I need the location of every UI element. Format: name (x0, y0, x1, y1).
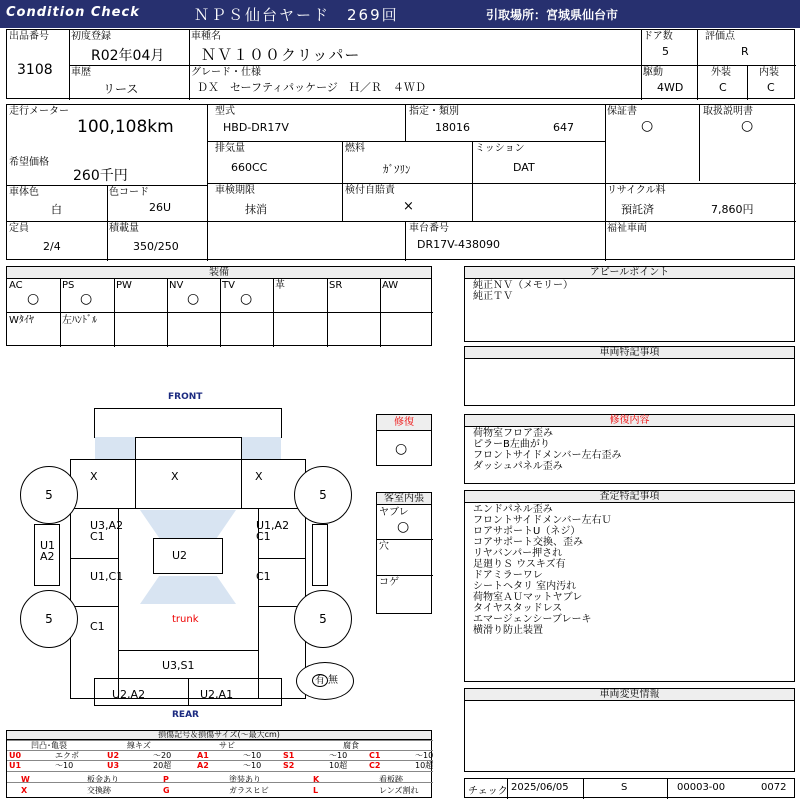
inspection-note-line: 足廻りＳ ウスキズ有 (473, 559, 566, 570)
cabin-item-label: コゲ (379, 577, 399, 588)
legend-code: C2 (369, 761, 381, 770)
color-code-label: 色コード (109, 187, 149, 198)
car-name-value: ＮＶ１００クリッパー (201, 46, 361, 64)
color-code-value: 26U (149, 201, 172, 214)
transmission-value: DAT (513, 161, 535, 174)
mileage-label: 走行メーター (9, 106, 69, 117)
doors-value: 5 (662, 45, 669, 58)
equipment-table (6, 266, 432, 346)
load-label: 積載量 (109, 223, 139, 234)
check-code2: 0072 (761, 782, 787, 793)
cabin-item-mark: ○ (397, 519, 410, 535)
legend-desc: 10超 (415, 761, 434, 770)
legend-desc: 〜10 (55, 761, 74, 770)
appeal-line: 純正ＮＶ（メモリー） (473, 280, 573, 291)
brand-title: Condition Check (6, 5, 140, 20)
equipment-label: NV (169, 280, 184, 291)
load-value: 350/250 (133, 240, 179, 253)
damage-door-fl: U3,A2 C1 (90, 519, 124, 543)
fuel-value: ｶﾞｿﾘﾝ (383, 163, 411, 176)
drive-label: 駆動 (643, 67, 663, 78)
warranty-mark: ○ (641, 118, 654, 134)
repair-box (376, 414, 432, 466)
desired-price-label: 希望価格 (9, 157, 49, 168)
spare-tire (296, 662, 354, 700)
manual-mark: ○ (741, 118, 754, 134)
interior-value: C (767, 81, 775, 94)
equipment-label: TV (222, 280, 235, 291)
legend-desc: エクボ (55, 751, 79, 760)
trunk-label: trunk (172, 614, 199, 625)
tire-front-right: 5 (294, 466, 352, 524)
tax-value: × (403, 199, 414, 214)
legend-code: C1 (369, 751, 381, 760)
repair-line: フロントサイドメンバー左右歪み (473, 450, 622, 461)
legend-code: X (21, 786, 28, 795)
model-label: 型式 (215, 106, 235, 117)
legend-desc: レンズ割れ (379, 786, 419, 795)
cabin-title: 客室内張 (377, 493, 431, 505)
legend-code: L (313, 786, 319, 795)
equipment-label: AW (382, 280, 399, 291)
changes-box (464, 688, 795, 772)
legend-title: 損傷記号＆損傷サイズ(〜最大cm) (7, 731, 431, 740)
inspection-notes-title: 査定特記事項 (465, 491, 794, 503)
legend-code: S1 (283, 751, 295, 760)
legend-desc: 〜10 (329, 751, 348, 760)
inspection-note-line: エマージェンシーブレーキ (473, 614, 592, 625)
damage-hood-right: X (255, 470, 263, 483)
legend-desc: 〜20 (153, 751, 172, 760)
legend-heading: サビ (219, 741, 235, 750)
equipment-label: PS (62, 280, 75, 291)
legend-desc: 20超 (153, 761, 172, 770)
inspection-note-line: 横滑り防止装置 (473, 625, 543, 636)
tire-rear-right: 5 (294, 590, 352, 648)
tax-label: 検付自賠責 (345, 185, 395, 196)
mileage-value: 100,108km (77, 117, 174, 137)
fuel-label: 燃料 (345, 143, 365, 154)
legend-code: U1 (9, 761, 22, 770)
legend-code: U0 (9, 751, 22, 760)
changes-title: 車両変更情報 (465, 689, 794, 701)
front-bumper (94, 408, 282, 438)
damage-rear-left: C1 (90, 620, 105, 633)
repair-line: ダッシュパネル歪み (473, 461, 563, 472)
desired-price-value: 260千円 (73, 168, 128, 184)
legend-desc: 板金あり (87, 775, 119, 784)
chassis-value: DR17V-438090 (417, 238, 500, 251)
car-diagram (0, 380, 370, 725)
exterior-label: 外装 (711, 67, 731, 78)
legend-code: K (313, 775, 320, 784)
damage-tail: U3,S1 (162, 659, 195, 672)
inspection-note-line: ロアサポートU（ネジ） (473, 526, 581, 537)
front-label: FRONT (168, 392, 203, 402)
chassis-label: 車台番号 (409, 223, 449, 234)
first-reg-value: R02年04月 (91, 48, 165, 64)
repair-content-box (464, 414, 795, 484)
rear-label: REAR (172, 710, 199, 720)
rating-label: 評価点 (705, 31, 735, 42)
damage-bumper-right: U2,A1 (200, 688, 234, 701)
inspection-note-line: リヤバンパー押され (473, 548, 563, 559)
recycle-fee: 7,860円 (711, 203, 754, 216)
legend-desc: 交換跡 (87, 786, 111, 795)
recycle-status: 預託済 (621, 203, 654, 216)
equipment-mark: ○ (27, 291, 40, 307)
cabin-item-label: 穴 (379, 541, 389, 552)
body-color-value: 白 (51, 203, 62, 216)
displacement-label: 排気量 (215, 143, 245, 154)
damage-hood-center: X (171, 470, 179, 483)
class-value: 647 (553, 121, 574, 134)
damage-door-fr: U1,A2 C1 (256, 519, 290, 543)
equipment-title: 装備 (7, 267, 431, 279)
inspection-value: 抹消 (245, 203, 267, 216)
inspection-note-line: エンドパネル歪み (473, 504, 553, 515)
special-title: 車両特記事項 (465, 347, 794, 359)
appeal-box (464, 266, 795, 342)
legend-heading: 凹凸･亀裂 (31, 741, 67, 750)
damage-side-left: U1 A2 (40, 539, 56, 563)
equipment-mark: ○ (187, 291, 200, 307)
legend-desc: ガラスヒビ (229, 786, 269, 795)
equipment-mark: ○ (80, 291, 93, 307)
lot-number: 3108 (17, 62, 53, 78)
legend-desc: 〜10 (415, 751, 434, 760)
spare-none: 無 (328, 675, 338, 686)
equipment-label: PW (116, 280, 132, 291)
inspection-notes-box (464, 490, 795, 682)
damage-door-rr: C1 (256, 570, 271, 583)
inspection-label: 車検期限 (215, 185, 255, 196)
right-side-panel (312, 524, 328, 586)
inspection-note-line: フロントサイドメンバー左右Ｕ (473, 515, 612, 526)
damage-door-rl: U1,C1 (90, 570, 124, 583)
equipment-label: 革 (275, 280, 285, 291)
check-mark: S (621, 782, 628, 793)
history-value: リース (103, 82, 139, 96)
legend-desc: 〜10 (243, 761, 262, 770)
legend-desc: 10超 (329, 761, 348, 770)
grade-value: ＤＸ セーフティパッケージ Ｈ／Ｒ ４ＷＤ (197, 81, 426, 94)
displacement-value: 660CC (231, 161, 268, 174)
inspection-note-line: コアサポート交換、歪み (473, 537, 583, 548)
transmission-label: ミッション (475, 143, 525, 154)
inspection-note-line: 荷物室ＡＵマットヤブレ (473, 592, 583, 603)
repair-line: ピラーB左曲がり (473, 439, 550, 450)
equipment-label: 左ﾊﾝﾄﾞﾙ (62, 315, 97, 326)
equipment-label: Wﾀｲﾔ (9, 315, 34, 326)
vehicle-info-middle (6, 104, 795, 260)
legend-code: P (163, 775, 169, 784)
damage-bumper-left: U2,A2 (112, 688, 146, 701)
first-reg-label: 初度登録 (71, 31, 111, 42)
manual-label: 取扱説明書 (703, 106, 753, 117)
grade-label: グレード・仕様 (191, 67, 261, 78)
legend-code: A2 (197, 761, 209, 770)
vehicle-info-top (6, 29, 795, 99)
equipment-label: AC (9, 280, 23, 291)
check-label: チェック (468, 786, 508, 797)
legend-code: U2 (107, 751, 120, 760)
legend-code: G (163, 786, 170, 795)
pickup-location: 引取場所：宮城県仙台市 (486, 8, 619, 22)
tire-rear-left: 5 (20, 590, 78, 648)
rating-value: R (741, 45, 749, 58)
roof (153, 538, 223, 574)
designation-label: 指定・類別 (409, 106, 459, 117)
body-color-label: 車体色 (9, 187, 39, 198)
check-date: 2025/06/05 (511, 782, 569, 793)
repair-line: 荷物室フロア歪み (473, 428, 553, 439)
cabin-box (376, 492, 432, 614)
legend-code: W (21, 775, 30, 784)
check-code1: 00003-00 (677, 782, 726, 793)
recycle-label: リサイクル料 (607, 185, 666, 196)
appeal-line: 純正ＴＶ (473, 291, 513, 302)
model-value: HBD-DR17V (223, 121, 289, 134)
auction-title: ＮＰＳ仙台ヤード 269回 (194, 6, 399, 24)
legend-desc: 塗装あり (229, 775, 261, 784)
cabin-item-label: ヤブレ (379, 507, 409, 518)
designation-value: 18016 (435, 121, 470, 134)
repair-title: 修復 (377, 415, 431, 431)
equipment-label: SR (329, 280, 343, 291)
history-label: 車歴 (71, 67, 91, 78)
repair-content-title: 修復内容 (465, 415, 794, 427)
repair-mark: ○ (395, 441, 408, 457)
legend-code: U3 (107, 761, 120, 770)
appeal-title: アピールポイント (465, 267, 794, 279)
inspection-note-line: シートヘタリ 室内汚れ (473, 581, 577, 592)
interior-label: 内装 (759, 67, 779, 78)
inspection-note-line: ドアミラーワレ (473, 570, 543, 581)
damage-roof: U2 (172, 549, 188, 562)
capacity-label: 定員 (9, 223, 29, 234)
special-notes-box (464, 346, 795, 406)
spare-mark: 有 (312, 674, 328, 687)
welfare-label: 福祉車両 (607, 223, 647, 234)
exterior-value: C (719, 81, 727, 94)
tire-front-left: 5 (20, 466, 78, 524)
legend-desc: 看板跡 (379, 775, 403, 784)
car-name-label: 車種名 (191, 31, 221, 42)
equipment-mark: ○ (240, 291, 253, 307)
legend-code: S2 (283, 761, 295, 770)
doors-label: ドア数 (643, 31, 673, 42)
drive-value: 4WD (657, 81, 684, 94)
capacity-value: 2/4 (43, 240, 61, 253)
legend-desc: 〜10 (243, 751, 262, 760)
inspection-note-line: タイヤスタッドレス (473, 603, 563, 614)
lot-label: 出品番号 (9, 31, 49, 42)
damage-legend (6, 730, 432, 798)
damage-hood-left: X (90, 470, 98, 483)
check-row (464, 778, 795, 798)
warranty-label: 保証書 (607, 106, 637, 117)
header-bar (0, 0, 800, 28)
legend-heading: 線キズ (127, 741, 151, 750)
legend-code: A1 (197, 751, 209, 760)
legend-heading: 腐食 (343, 741, 359, 750)
